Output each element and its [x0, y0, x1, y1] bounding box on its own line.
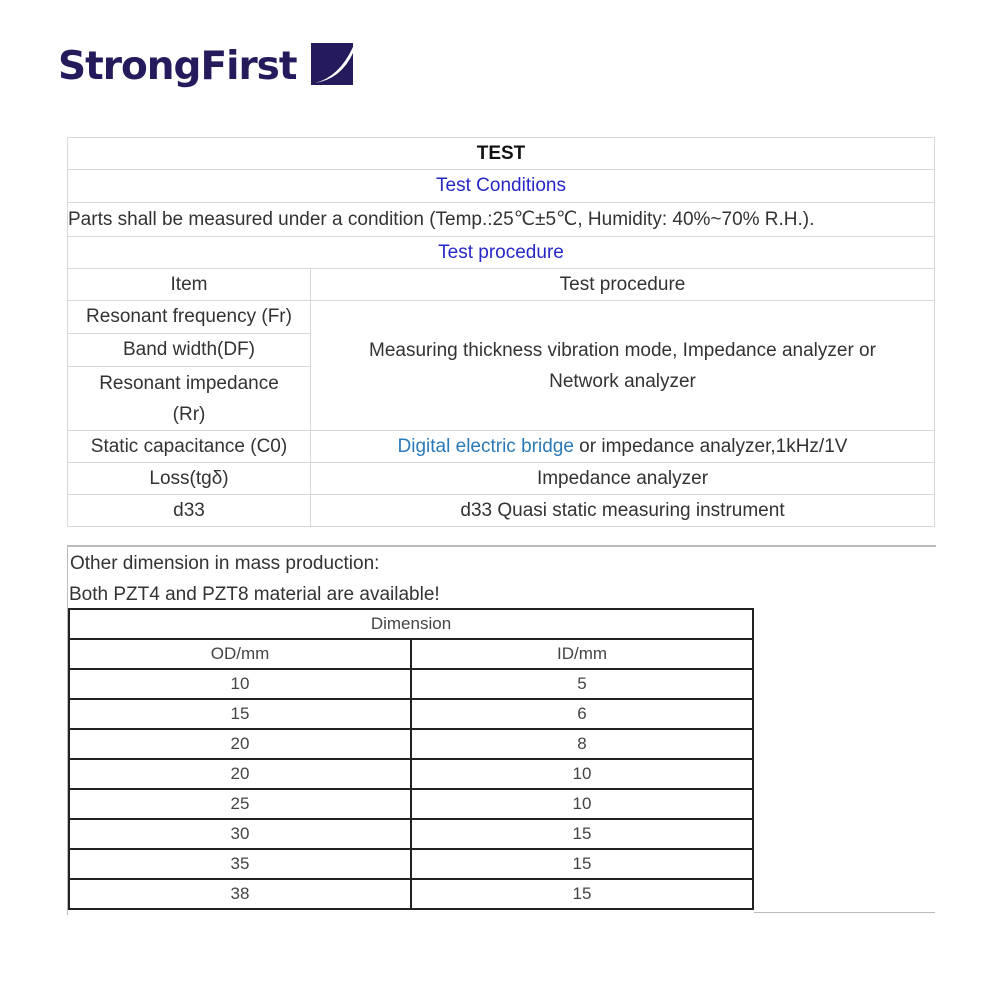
dimension-table [68, 608, 754, 910]
table-row [69, 729, 753, 759]
column-header-item: Item [68, 269, 311, 301]
item-cell: Loss(tgδ) [68, 463, 311, 495]
column-header-od: OD/mm [69, 639, 411, 669]
procedure-text: or impedance analyzer,1kHz/1V [573, 435, 848, 457]
table-row [69, 759, 753, 789]
id-cell: 15 [411, 819, 753, 849]
id-cell: 10 [411, 759, 753, 789]
id-cell: 15 [411, 879, 753, 909]
od-cell: 30 [69, 819, 411, 849]
id-cell: 8 [411, 729, 753, 759]
od-cell: 10 [69, 669, 411, 699]
od-cell: 35 [69, 849, 411, 879]
procedure-cell: Measuring thickness vibration mode, Impedance analyzer or Network analyzer [311, 301, 935, 431]
table-row [69, 849, 753, 879]
item-cell: d33 [68, 495, 311, 527]
id-cell: 15 [411, 849, 753, 879]
id-cell: 5 [411, 669, 753, 699]
dimension-header: Dimension [69, 609, 753, 639]
item-cell: Resonant frequency (Fr) [68, 301, 311, 334]
test-table [67, 137, 935, 527]
column-header-procedure: Test procedure [311, 269, 935, 301]
table-row [69, 879, 753, 909]
dimensions-note-2: Both PZT4 and PZT8 material are available! [69, 584, 440, 605]
item-cell: Resonant impedance (Rr) [68, 367, 311, 431]
column-header-id: ID/mm [411, 639, 753, 669]
logo-mark-icon [311, 43, 353, 85]
logo-text: StrongFirst [58, 44, 297, 89]
procedure-cell [311, 431, 935, 463]
od-cell: 20 [69, 759, 411, 789]
od-cell: 25 [69, 789, 411, 819]
table-row [69, 789, 753, 819]
test-conditions-header: Test Conditions [68, 170, 935, 203]
id-cell: 10 [411, 789, 753, 819]
od-cell: 38 [69, 879, 411, 909]
od-cell: 15 [69, 699, 411, 729]
procedure-cell: d33 Quasi static measuring instrument [311, 495, 935, 527]
item-cell: Band width(DF) [68, 334, 311, 367]
item-cell: Static capacitance (C0) [68, 431, 311, 463]
digital-electric-bridge-link[interactable]: Digital electric bridge [397, 435, 574, 457]
table-row [69, 699, 753, 729]
dimensions-note-1: Other dimension in mass production: [70, 553, 380, 574]
table-row [69, 669, 753, 699]
test-title: TEST [68, 138, 935, 170]
procedure-cell: Impedance analyzer [311, 463, 935, 495]
test-procedure-header: Test procedure [68, 237, 935, 269]
divider [754, 912, 935, 913]
od-cell: 20 [69, 729, 411, 759]
test-conditions-text: Parts shall be measured under a condition (Temp.:25℃±5℃, Humidity: 40%~70% R.H.). [68, 203, 935, 237]
logo [58, 44, 353, 89]
table-row [69, 819, 753, 849]
id-cell: 6 [411, 699, 753, 729]
